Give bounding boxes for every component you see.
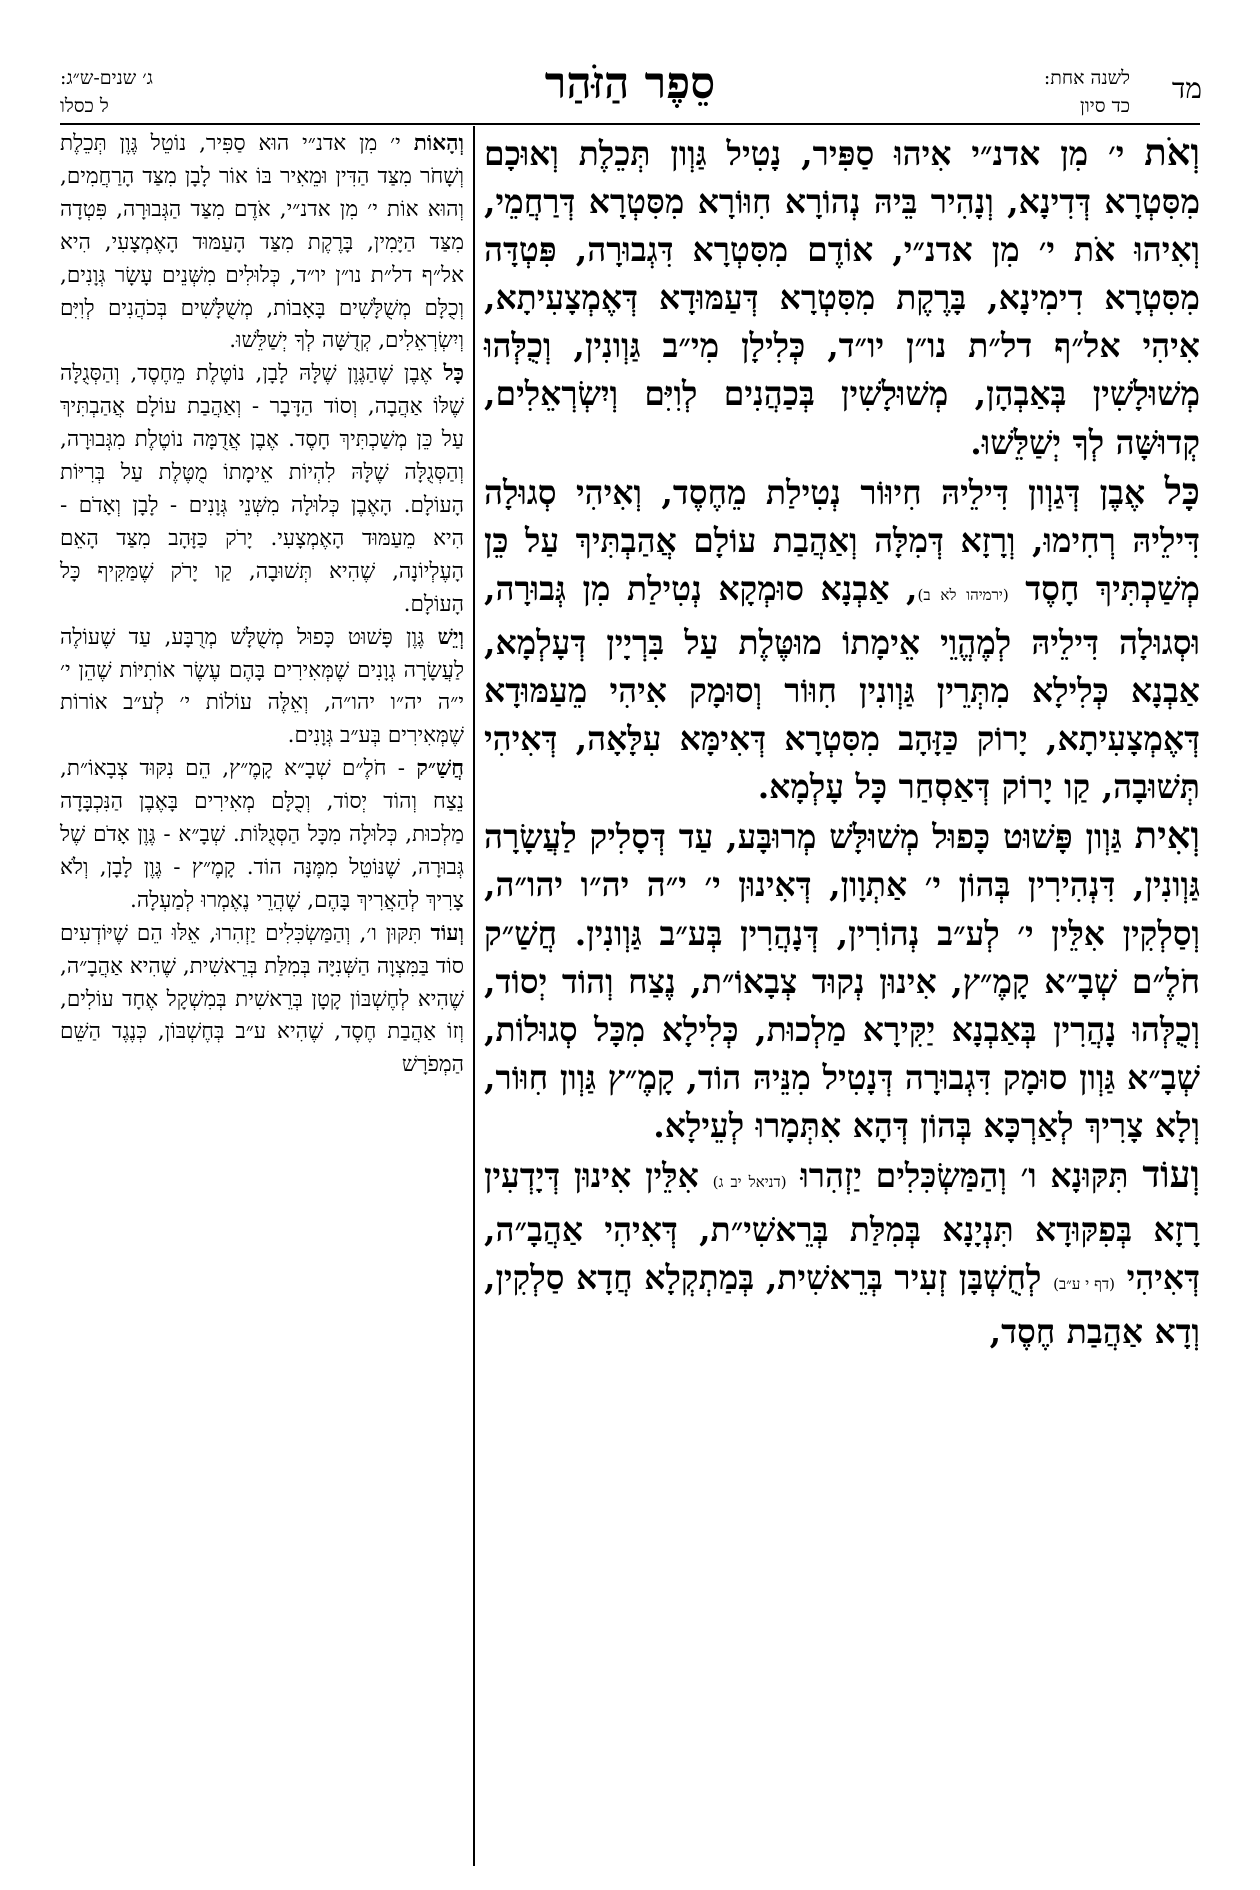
header-divider [60,123,1200,125]
paragraph-lead-word: וְעוֹד [430,920,464,946]
schedule-date: ל כסלו [60,95,109,117]
paragraph-lead-word: וְאִית [1134,813,1200,858]
hebrew-translation-text [60,128,464,1082]
schedule-label: ג׳ שנים-ש״ג: [60,67,153,89]
paragraph-lead-word: כָּל [443,361,465,387]
paragraph-text: אַבְנָא סוּמְקָא נְטִילַת מִן גְּבוּרָה, וּסְגוּלָה דִּילֵיהּ לְמֶהֱוֵי אֵימָתוֹ מוּטֶּלֶת עַל בִּרְיָין דְּעָלְמָא, אַבְנָא כְּלִילָא מִתְּרֵין גַּוְונִין חִוּוֹר וְסוּמָק אִיהִי מֵעַמּוּדָא דְּאֶמְצָעִיתָא, יָרוֹק כַּזָּהָב מִסִּטְרָא דְּאִימָּא עִלָּאָה, דְּאִיהִי תְּשׁוּבָה, קַו יָרוֹק דְּאַסְחַר כָּל עָלְמָא. [484,568,1200,807]
paragraph [60,358,464,621]
paragraph [484,811,1200,1150]
paragraph [60,918,464,1083]
paragraph [60,622,464,754]
paragraph-text: י׳ מִן אדנ״י הוּא סַפִּיר, נוֹטֵל גֶּוֶן תְּכֵלֶת וְשָׁחֹר מִצַּד הַדִּין וּמֵאִיר בּוֹ אוֹר לָבָן מִצַּד הָרַחֲמִים, וְהוּא אוֹת י׳ מִן אדנ״י, אֹדֶם מִצַּד הַגְּבוּרָה, פִּטְדָה מִצַּד הַיָּמִין, בָּרֶקֶת מִצַּד הָעַמּוּד הָאֶמְצָעִי, הִיא אל״ף דל״ת נו״ן יו״ד, כְּלוּלִים מִשְּׁנֵים עָשָׂר גְּוָנִים, וְכֻלָּם מְשֻׁלָּשִׁים בָּאָבוֹת, מְשֻׁלָּשִׁים בְּכֹהֲנִים לְוִיִּם וְיִשְׂרְאֵלִים, קְדֻשָּׁה לְךָ יְשַׁלֵּשׁוּ. [60,131,464,354]
paragraph-text: לְחֻשְׁבָּן זְעִיר בְּרֵאשִׁית, בְּמַתְקְלָא חֲדָא סַלְקִין, וְדָא אַהֲבַת חֶסֶד, [484,1258,1200,1352]
paragraph-lead-word: וְיֵשׁ [437,624,464,650]
column-divider [473,126,475,1866]
schedule-label: לשנה אחת: [1043,67,1130,89]
paragraph [60,128,464,358]
paragraph-text: אֶבֶן דְּגַוְון דִּילֵיהּ חִיוּוֹר נְטִילַת מֵחֶסֶד, וְאִיהִי סְגוּלָה דִּילֵיהּ רְחִימוּ, וְרָזָא דְּמִלָּה וְאַהֲבַת עוֹלָם אֲהַבְתִּיךְ עַל כֵּן מְשַׁכְתִּיךְ חָסֶד [484,472,1200,608]
paragraph-text: תִּקּוּן ו׳, וְהַמַּשְׂכִּלִים יַזְהִרוּ, אֵלּוּ הֵם שֶׁיּוֹדְעִים סוֹד בַּמִּצְוָה הַשְּׁנִיָּה בְּמִלַּת בְּרֵאשִׁית, שֶׁהִיא אַהֲבָ״ה, שֶׁהִיא לְחֶשְׁבּוֹן קָטָן בְּרֵאשִׁית בְּמִשְׁקָל אֶחָד עוֹלִים, וְזוֹ אַהֲבַת חֶסֶד, שֶׁהִיא ע״ב בְּחֶשְׁבּוֹן, כְּנֶגֶד הַשֵּׁם הַמְפֹרָשׁ [60,920,464,1078]
paragraph [484,128,1200,467]
paragraph: כָּל אֶבֶן דְּגַוְון דִּילֵיהּ חִיוּוֹר נְטִילַת מֵחֶסֶד, וְאִיהִי סְגוּלָה דִּילֵיהּ רְחִימוּ, וְרָזָא דְּמִלָּה וְאַהֲבַת עוֹלָם אֲהַבְתִּיךְ עַל כֵּן מְשַׁכְתִּיךְ חָסֶד (ירמיהו לא ב), אַבְנָא סוּמְקָא נְטִילַת מִן גְּבוּרָה, וּסְגוּלָה דִּילֵיהּ לְמֶהֱוֵי אֵימָתוֹ מוּטֶּלֶת עַל בִּרְיָין דְּעָלְמָא, אַבְנָא כְּלִילָא מִתְּרֵין גַּוְונִין חִוּוֹר וְסוּמָק אִיהִי מֵעַמּוּדָא דְּאֶמְצָעִיתָא, יָרוֹק כַּזָּהָב מִסִּטְרָא דְּאִימָּא עִלָּאָה, דְּאִיהִי תְּשׁוּבָה, קַו יָרוֹק דְּאַסְחַר כָּל עָלְמָא. [484,468,1200,807]
book-title: סֵפֶר הַזֹּהַר [544,58,716,109]
verse-reference: (ירמיהו לא ב) [917,585,1009,604]
verse-reference: (דניאל יב ג) [712,1172,787,1191]
paragraph-text: י׳ מִן אדנ״י אִיהוּ סַפִּיר, נָטִיל גַּוְון תְּכֵלֶת וְאוּכָם מִסִּטְרָא דְּדִינָא, וְנָהִיר בֵּיהּ נְהוֹרָא חִוּוֹרָא מִסִּטְרָא דְּרַחֲמֵי, וְאִיהוּ אֹת י׳ מִן אדנ״י, אוֹדֶם מִסִּטְרָא דִּגְבוּרָה, פִּטְדָּה מִסִּטְרָא דִימִינָא, בָּרֶקֶת מִסִּטְרָא דְּעַמּוּדָא דְּאֶמְצָעִיתָא, אִיהִי אל״ף דל״ת נו״ן יו״ד, כְּלִילָן מִי״ב גַּוְונִין, וְכֻלְּהוּ מְשׁוּלָשִׁין בְּאַבְהָן, מְשׁוּלָשִׁין בְּכַהֲנִים לְוִיִּם וְיִשְׂרְאֵלִים, קְדוּשָּׁה לְךָ יְשַׁלֵּשׁוּ. [484,134,1200,462]
paragraph-lead-word: וְעוֹד [1142,1151,1200,1196]
schedule-date: כד סיון [1080,95,1130,117]
paragraph-text: תִּקּוּנָא ו׳ וְהַמַּשְׂכִּלִים יַזְהִרוּ [800,1155,1129,1195]
page-number: מד [1171,72,1202,105]
paragraph-lead-word: וְאֹת [1144,130,1200,174]
paragraph-lead-word: חֲשַׁ״ק [416,756,464,782]
paragraph-text: אִלֵּין אִינוּן דְּיָדְעִין רָזָא בְּפִקּוּדָא תִּנְיָנָא בְּמִלַּת בְּרֵאשִׁי״ת, דְּאִיהִי אַהֲבָ״ה, דְּאִיהִי [484,1155,1200,1298]
paragraph [484,1150,1200,1356]
paragraph [60,753,464,918]
paragraph-text: גֶּוֶן פָּשׁוּט כָּפוּל מְשֻׁלָּשׁ מְרֻבָּע, עַד שֶׁעוֹלֶה לַעֲשָׂרָה גְוָנִים שֶׁמְּאִירִים בָּהֶם עֶשֶׂר אוֹתִיּוֹת שֶׁהֵן י׳ י״ה יה״ו יהו״ה, וְאֵלֶּה עוֹלוֹת י׳ לְע״ב אוֹרוֹת שֶׁמְּאִירִים בְּע״ב גְּוָנִים. [60,624,464,749]
paragraph-lead-word: וְהָאוֹת [413,131,464,156]
paragraph-text: - חֹלֶ״ם שְׁבָ״א קָמֶ״ץ, הֵם נִקּוּד צְבָאוֹ״ת, נֵצַח וְהוֹד יְסוֹד, וְכֻלָּם מְאִירִים בָּאֶבֶן הַנִּכְבָּדָה מַלְכוּת, כְּלוּלָה מִכָּל הַסְּגֻלּוֹת. שְׁבָ״א - גֶּוֶן אָדֹם שֶׁל גְּבוּרָה, שֶׁנּוֹטֵל מִמֶּנָּה הוֹד. קָמֶ״ץ - גֶּוֶן לָבָן, וְלֹא צָרִיךְ לְהַאֲרִיךְ בָּהֶם, שֶׁהֲרֵי נֶאֶמְרוּ לְמַעְלָה. [60,756,464,913]
paragraph-lead-word: כָּל [1164,468,1200,513]
paragraph-text: אֶבֶן שֶׁהַגֶּוֶן שֶׁלָּהּ לָבָן, נוֹטֶלֶת מֵחֶסֶד, וְהַסְּגֻלָּה שֶׁלּוֹ אַהֲבָה, וְסוֹד הַדָּבָר - וְאַהֲבַת עוֹלָם אֲהַבְתִּיךְ עַל כֵּן מְשַׁכְתִּיךְ חָסֶד. אֶבֶן אֲדֻמָּה נוֹטֶלֶת מִגְּבוּרָה, וְהַסְּגֻלָּה שֶׁלָּהּ לִהְיוֹת אֵימָתוֹ מֻטֶּלֶת עַל בְּרִיּוֹת הָעוֹלָם. הָאֶבֶן כְּלוּלָה מִשְּׁנֵי גְּוָנִים - לָבָן וְאָדֹם - הִיא מֵעַמּוּד הָאֶמְצָעִי. יָרֹק כַּזָּהָב מִצַּד הָאֵם הָעֶלְיוֹנָה, שֶׁהִיא תְּשׁוּבָה, קַו יָרֹק שֶׁמַּקִּיף כָּל הָעוֹלָם. [60,361,464,617]
folio-reference: (דף י ע״ב) [1053,1275,1115,1294]
paragraph-text: גַּוְון פָּשׁוּט כָּפוּל מְשׁוּלָּשׁ מְרוּבָּע, עַד דְּסָלִיק לַעֲשָׂרָה גַּוְונִין, דִּנְהִירִין בְּהוֹן י׳ אַתְוָון, דְּאִינוּן י׳ י״ה יה״ו יהו״ה, וְסַלְקִין אִלֵּין י׳ לְע״ב נְהוֹרִין, דְּנָהֲרִין בְּע״ב גַּוְונִין. חֲשַׁ״ק חֹלֶ״ם שְׁבָ״א קָמֶ״ץ, אִינוּן נְקוּד צְבָאוֹ״ת, נֶצַח וְהוֹד יְסוֹד, וְכֻלְּהוּ נָהֲרִין בְּאַבְנָא יַקִּירָא מַלְכוּת, כְּלִילָא מִכָּל סְגוּלוֹת, שְׁבָ״א גַּוְון סוּמָק דִּגְבוּרָה דְּנָטִיל מִנֵּיהּ הוֹד, קָמֶ״ץ גַּוְון חִוּוֹר, וְלָא צָרִיךְ לְאַרְכָּא בְּהוֹן דְּהָא אִתְּמָרוּ לְעֵילָא. [484,817,1200,1145]
aramaic-main-text [484,128,1200,1356]
